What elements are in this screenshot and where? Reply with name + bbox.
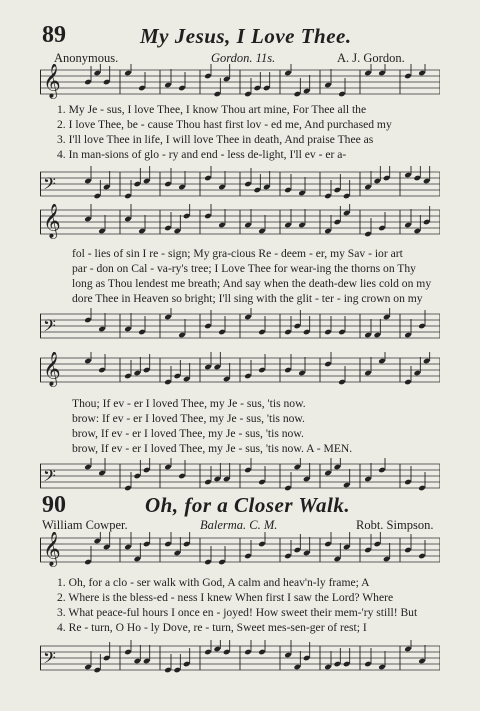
lyric-line: 3. What peace-ful hours I once en - joyed! How sweet their mem-'ry still! But	[57, 606, 418, 619]
hymn-number: 90	[42, 492, 66, 518]
bass-staff	[40, 640, 440, 676]
words-credit: William Cowper.	[42, 518, 128, 532]
lyric-line: brow: If ev - er I loved Thee, my Je - sus, 'tis now.	[72, 412, 305, 425]
lyric-line: 2. I love Thee, be - cause Thou hast first lov - ed me, And purchased my	[57, 118, 392, 131]
lyric-line: brow, If ev - er I loved Thee, my Je - sus, 'tis now. A - MEN.	[72, 442, 353, 455]
lyric-line: Thou; If ev - er I loved Thee, my Je - sus, 'tis now.	[72, 397, 306, 410]
svg-text:𝄞: 𝄞	[43, 64, 61, 99]
tune-name: Gordon. 11s.	[211, 51, 276, 65]
hymn-title: Oh, for a Closer Walk.	[145, 493, 351, 517]
svg-text:𝄢: 𝄢	[43, 647, 56, 672]
hymn-number: 89	[42, 22, 66, 48]
svg-text:𝄢: 𝄢	[43, 315, 56, 340]
svg-text:𝄢: 𝄢	[43, 173, 56, 198]
lyric-line: 1. Oh, for a clo - ser walk with God, A calm and heav'n-ly frame; A	[57, 576, 370, 589]
treble-staff	[40, 64, 440, 100]
lyric-line: par - don on Cal - va-ry's tree; I Love Thee for wear-ing the thorns on Thy	[72, 262, 416, 275]
svg-text:𝄞: 𝄞	[43, 352, 61, 387]
hymn-title: My Jesus, I Love Thee.	[140, 24, 352, 48]
words-credit: Anonymous.	[54, 51, 119, 65]
lyric-line: 1. My Je - sus, I love Thee, I know Thou art mine, For Thee all the	[57, 103, 367, 116]
tune-name: Balerma. C. M.	[200, 518, 278, 532]
treble-staff	[40, 352, 440, 388]
music-credit: A. J. Gordon.	[337, 51, 405, 65]
lyric-line: 3. I'll love Thee in life, I will love Thee in death, And praise Thee as	[57, 133, 374, 146]
lyric-line: dore Thee in Heaven so bright; I'll sing with the glit - ter - ing crown on my	[72, 292, 423, 305]
svg-text:𝄞: 𝄞	[43, 532, 61, 567]
bass-staff	[40, 308, 440, 344]
lyric-line: 4. In man-sions of glo - ry and end - less de-light, I'll ev - er a-	[57, 148, 347, 161]
bass-staff	[40, 166, 440, 202]
lyric-line: 4. Re - turn, O Ho - ly Dove, re - turn, Sweet mes-sen-ger of rest; I	[57, 621, 367, 634]
bass-staff	[40, 458, 440, 494]
lyric-line: fol - lies of sin I re - sign; My gra-cious Re - deem - er, my Sav - ior art	[72, 247, 403, 260]
lyric-line: long as Thou lendest me breath; And say when the death-dew lies cold on my	[72, 277, 432, 290]
svg-text:𝄢: 𝄢	[43, 465, 56, 490]
svg-text:𝄞: 𝄞	[43, 204, 61, 239]
music-credit: Robt. Simpson.	[356, 518, 434, 532]
treble-staff	[40, 532, 440, 568]
treble-staff	[40, 204, 440, 240]
lyric-line: 2. Where is the bless-ed - ness I knew When first I saw the Lord? Where	[57, 591, 394, 604]
lyric-line: brow, If ev - er I loved Thee, my Je - sus, 'tis now.	[72, 427, 304, 440]
